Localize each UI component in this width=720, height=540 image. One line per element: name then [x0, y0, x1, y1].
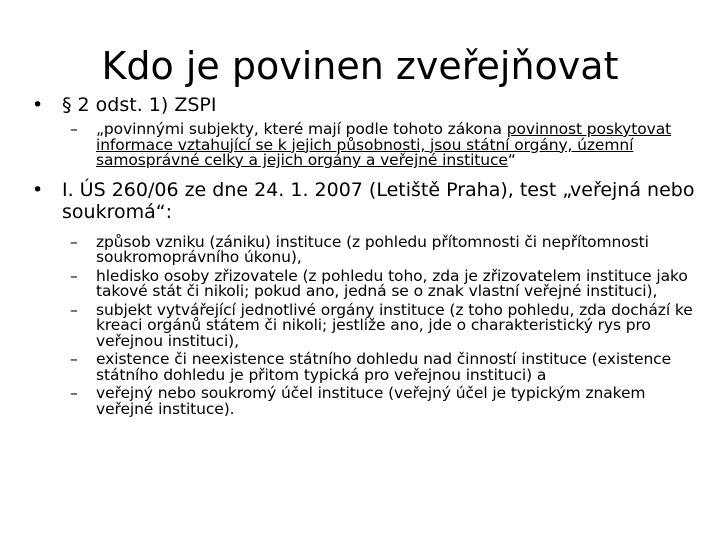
dash-marker: – [70, 350, 78, 368]
bullet-us-ruling [30, 179, 700, 223]
quote-before: „povinnými subjekty, které mají podle tohoto zákona [96, 120, 507, 138]
criterion-text: existence či neexistence státního dohledu nad činností instituce (existence státního dohledu je přitom typická pro veřejnou instituci) a [96, 350, 672, 384]
sub-item-criterion [30, 232, 700, 266]
dash-marker: – [70, 300, 78, 319]
dash-marker: – [70, 266, 78, 285]
dash-marker: – [70, 120, 78, 138]
sub-item-criterion [30, 352, 700, 383]
sub-item-criterion [30, 300, 700, 350]
dash-marker: – [70, 232, 78, 251]
slide-title: Kdo je povinen zveřejňovat [101, 44, 619, 88]
criterion-text: veřejný nebo soukromý účel instituce (veřejný účel je typickým znakem veřejné instituce). [96, 384, 646, 418]
bullet-text: I. ÚS 260/06 ze dne 24. 1. 2007 (Letiště Praha), test „veřejná nebo soukromá“: [62, 178, 695, 223]
slide-content [30, 94, 700, 417]
sub-item-criterion [30, 266, 700, 300]
bullet-zspi [30, 94, 700, 116]
dash-marker: – [70, 384, 78, 402]
criterion-text: způsob vzniku (zániku) instituce (z pohledu přítomnosti či nepřítomnosti soukromoprávního úkonu), [96, 232, 649, 266]
criterion-text: subjekt vytvářející jednotlivé orgány instituce (z toho pohledu, zda dochází ke kreaci orgánů státem či nikoli; jestliže ano, jde o charakteristický rys pro veřejnou instituci), [96, 300, 693, 350]
quote-after: “ [507, 151, 516, 169]
bullet-text: § 2 odst. 1) ZSPI [62, 94, 217, 116]
sub-item-quote [30, 122, 700, 169]
criterion-text: hledisko osoby zřizovatele (z pohledu toho, zda je zřizovatelem instituce jako takové stát či nikoli; pokud ano, jedná se o znak vlastní veřejné instituci), [96, 266, 688, 300]
bullet-marker: • [32, 94, 44, 116]
sub-item-criterion [30, 386, 700, 417]
bullet-marker: • [32, 178, 44, 201]
quote-underlined: povinnost poskytovat informace vztahující se k jejich působnosti, jsou státní orgány, územní samosprávné celky a jejich orgány a veřejné instituce [96, 120, 672, 169]
quote-text [96, 122, 700, 169]
